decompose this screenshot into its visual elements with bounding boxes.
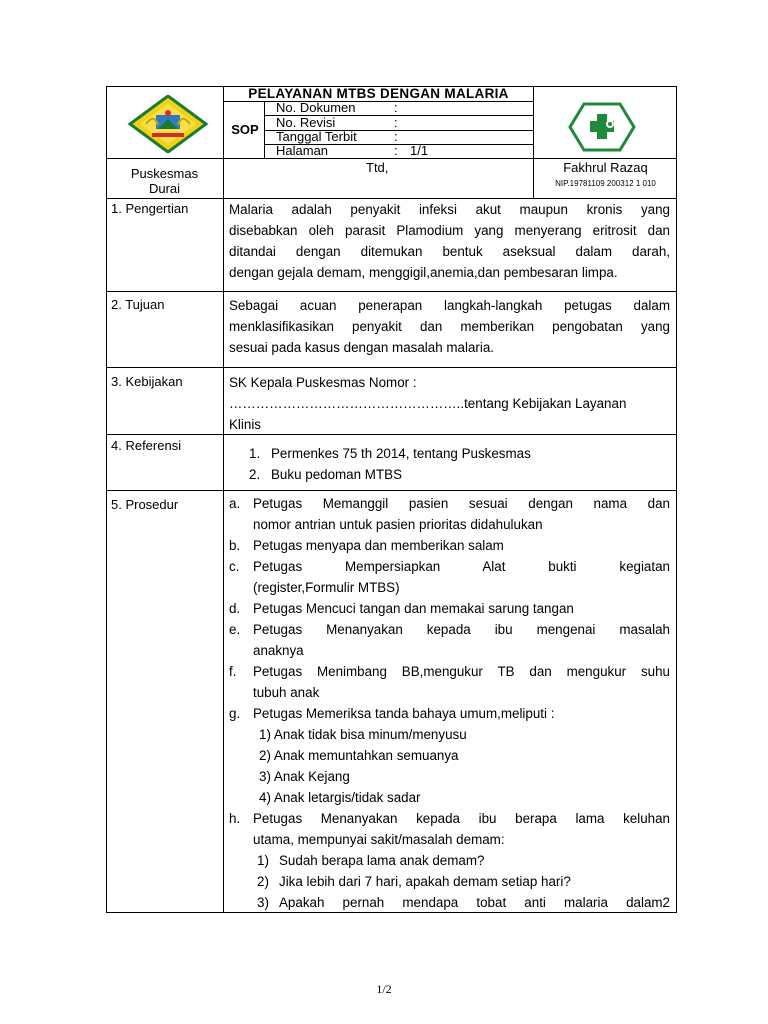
pengertian-text: Malaria adalah penyakit infeksi akut maupun kronis yang disebabkan oleh parasit Plamodium yang menyerang eritrosit dan ditandai dengan ditemukan bentuk aseksual dalam darah, dengan gejala demam, menggigil,anemia,dan pembesaran limpa. bbox=[229, 202, 670, 280]
sub-list-item: 2) Jika lebih dari 7 hari, apakah demam setiap hari? bbox=[257, 874, 571, 889]
section-label-referensi: 4. Referensi bbox=[111, 438, 182, 453]
ttd-label: Ttd, bbox=[366, 160, 389, 175]
kebijakan-text: SK Kepala Puskesmas Nomor : ……………………………………………..tentang Kebijakan Layanan Klinis bbox=[229, 375, 627, 432]
table-border-left bbox=[106, 86, 107, 913]
field-sep: : bbox=[394, 129, 398, 144]
field-value-halaman: 1/1 bbox=[410, 143, 429, 158]
sub-list-item: 3) Apakah pernah mendapa tobat anti malaria dalam2 bbox=[257, 895, 670, 910]
tujuan-text: Sebagai acuan penerapan langkah-langkah petugas dalam menklasifikasikan penyakit dan memberikan pengobatan yang sesuai pada kasus dengan masalah malaria. bbox=[229, 298, 670, 355]
section-label-pengertian: 1. Pengertian bbox=[111, 201, 189, 216]
signer-nip: NIP.19781109 200312 1 010 bbox=[555, 179, 656, 188]
field-label-halaman: Halaman bbox=[276, 143, 329, 158]
row-divider bbox=[106, 291, 677, 292]
list-item: h. Petugas Menanyakan kepada ibu berapa lama keluhan utama, mempunyai sakit/masalah demam: bbox=[229, 811, 670, 847]
section-label-prosedur: 5. Prosedur bbox=[111, 497, 179, 512]
regency-logo bbox=[128, 95, 208, 153]
sop-label: SOP bbox=[231, 122, 259, 137]
header-divider-1 bbox=[223, 86, 224, 199]
field-sep: : bbox=[394, 143, 398, 158]
page-number: 1/2 bbox=[376, 982, 392, 996]
row-divider bbox=[106, 490, 677, 491]
field-sep: : bbox=[394, 115, 398, 130]
sub-list-item: 3) Anak Kejang bbox=[259, 769, 350, 784]
field-label-no-revisi: No. Revisi bbox=[276, 115, 336, 130]
prosedur-list bbox=[229, 493, 670, 913]
sub-list-item: 1) Anak tidak bisa minum/menyusu bbox=[259, 727, 467, 742]
list-item: d. Petugas Mencuci tangan dan memakai sarung tangan bbox=[229, 601, 574, 616]
list-item: a. Petugas Memanggil pasien sesuai dengan nama dan nomor antrian untuk pasien prioritas didahulukan bbox=[229, 496, 670, 532]
header-row-divider bbox=[106, 158, 677, 159]
list-item: 1. Permenkes 75 th 2014, tentang Puskesmas bbox=[249, 446, 531, 461]
section-label-tujuan: 2. Tujuan bbox=[111, 297, 165, 312]
puskesmas-name: Puskesmas bbox=[130, 166, 199, 181]
puskesmas-location: Durai bbox=[148, 181, 181, 196]
field-sep: : bbox=[394, 100, 398, 115]
list-item: c. Petugas Mempersiapkan Alat bukti kegiatan (register,Formulir MTBS) bbox=[229, 559, 670, 595]
section-label-kebijakan: 3. Kebijakan bbox=[111, 374, 183, 389]
body-column-divider bbox=[223, 198, 224, 913]
list-item: b. Petugas menyapa dan memberikan salam bbox=[229, 538, 504, 553]
field-label-tanggal-terbit: Tanggal Terbit bbox=[276, 129, 357, 144]
list-item: 2. Buku pedoman MTBS bbox=[249, 467, 402, 482]
list-item: e. Petugas Menanyakan kepada ibu mengenai masalah anaknya bbox=[229, 622, 670, 658]
list-item: f. Petugas Menimbang BB,mengukur TB dan mengukur suhu tubuh anak bbox=[229, 664, 670, 700]
puskesmas-logo bbox=[568, 102, 636, 152]
sub-list-item: 4) Anak letargis/tidak sadar bbox=[259, 790, 421, 805]
row-divider bbox=[106, 367, 677, 368]
signer-name: Fakhrul Razaq bbox=[563, 160, 648, 175]
list-item: g. Petugas Memeriksa tanda bahaya umum,meliputi : bbox=[229, 706, 555, 721]
referensi-list bbox=[229, 443, 670, 485]
sub-list-item: 1) Sudah berapa lama anak demam? bbox=[257, 853, 485, 868]
table-border-right bbox=[676, 86, 677, 913]
sub-list-item: 2) Anak memuntahkan semuanya bbox=[259, 748, 459, 763]
document-title: PELAYANAN MTBS DENGAN MALARIA bbox=[248, 86, 509, 101]
field-label-no-dokumen: No. Dokumen bbox=[276, 100, 356, 115]
